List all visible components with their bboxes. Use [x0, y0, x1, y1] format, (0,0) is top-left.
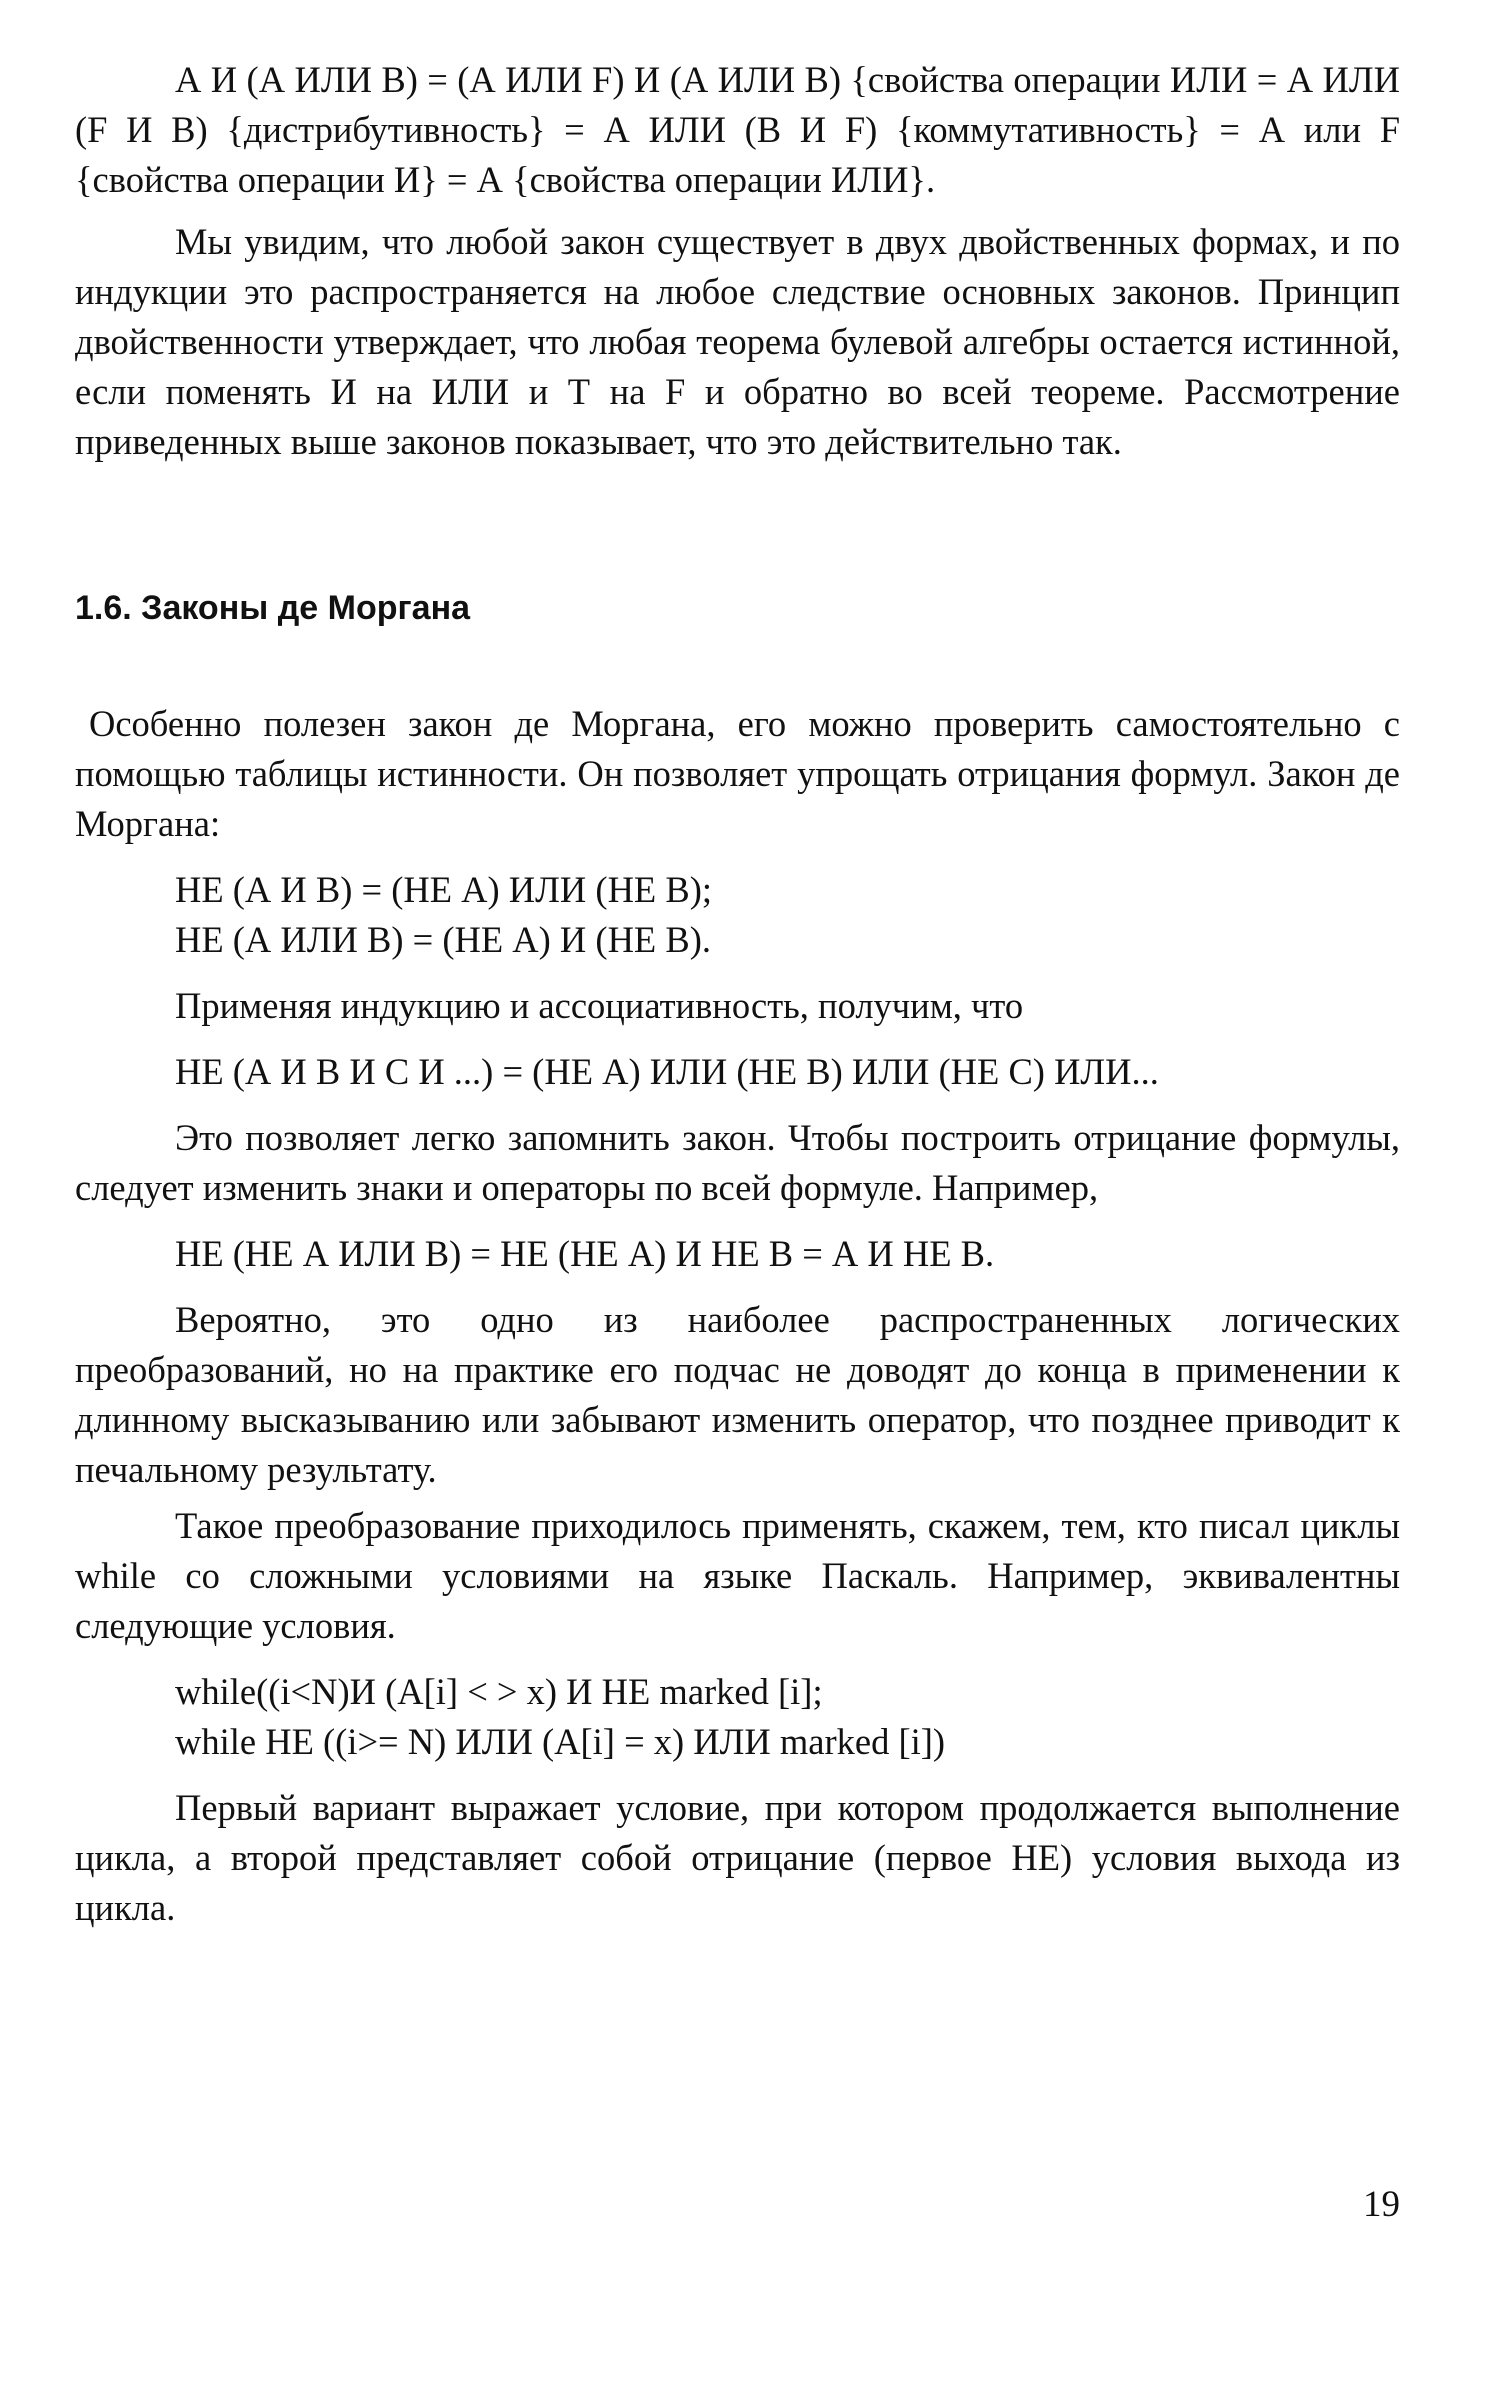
formula-de-morgan-general: НЕ (А И В И С И ...) = (НЕ А) ИЛИ (НЕ В) ИЛИ (НЕ С) ИЛИ... [175, 1051, 1159, 1092]
code-condition-first: while((i<N)И (A[i] < > x) И НЕ marked [i]; [175, 1671, 823, 1712]
paragraph-duality-principle: Мы увидим, что любой закон существует в двух двойственных формах, и по индукции это распространяется на любое следствие основных законов. Принцип двойственности утверждает, что любая теорема булевой алгебры остается истинной, если поменять И на ИЛИ и Т на F и обратно во всей теореме. Рассмотрение приведенных выше законов показывает, что это действительно так. [75, 221, 1400, 462]
paragraph-loop-explanation: Первый вариант выражает условие, при котором продолжается выполнение цикла, а второй представляет собой отрицание (первое НЕ) условия выхода из цикла. [75, 1787, 1400, 1928]
paragraph-proof-continuation: А И (А ИЛИ В) = (А ИЛИ F) И (А ИЛИ В) {свойства операции ИЛИ = А ИЛИ (F И В) {дистрибутивность} = А ИЛИ (В И F) {коммутативность} = А или F {свойства операции И} = А {свойства операции ИЛИ}. [75, 59, 1400, 200]
paragraph-common-transform: Вероятно, это одно из наиболее распространенных логических преобразований, но на практике его подчас не доводят до конца в применении к длинному высказыванию или забывают изменить оператор, что позднее приводит к печальному результату. [75, 1299, 1400, 1490]
code-condition-second: while НЕ ((i>= N) ИЛИ (A[i] = x) ИЛИ marked [i]) [175, 1721, 946, 1762]
book-page [75, 55, 1400, 1933]
formula-de-morgan-and: НЕ (А И В) = (НЕ А) ИЛИ (НЕ В); [175, 869, 712, 910]
section-heading: 1.6. Законы де Моргана [75, 589, 471, 627]
page-number: 19 [1363, 2184, 1400, 2225]
paragraph-remember-law: Это позволяет легко запомнить закон. Чтобы построить отрицание формулы, следует изменить знаки и операторы по всей формуле. Например, [75, 1117, 1400, 1208]
paragraph-while-loops: Такое преобразование приходилось применять, скажем, тем, кто писал циклы while со сложными условиями на языке Паскаль. Например, эквивалентны следующие условия. [75, 1505, 1400, 1646]
formula-example: НЕ (НЕ А ИЛИ В) = НЕ (НЕ А) И НЕ В = А И НЕ В. [175, 1233, 995, 1274]
paragraph-induction: Применяя индукцию и ассоциативность, получим, что [175, 985, 1024, 1026]
paragraph-de-morgan-intro: Особенно полезен закон де Моргана, его можно проверить самостоятельно с помощью таблицы истинности. Он позволяет упрощать отрицания формул. Закон де Моргана: [75, 703, 1400, 844]
formula-de-morgan-or: НЕ (А ИЛИ В) = (НЕ А) И (НЕ В). [175, 919, 711, 960]
